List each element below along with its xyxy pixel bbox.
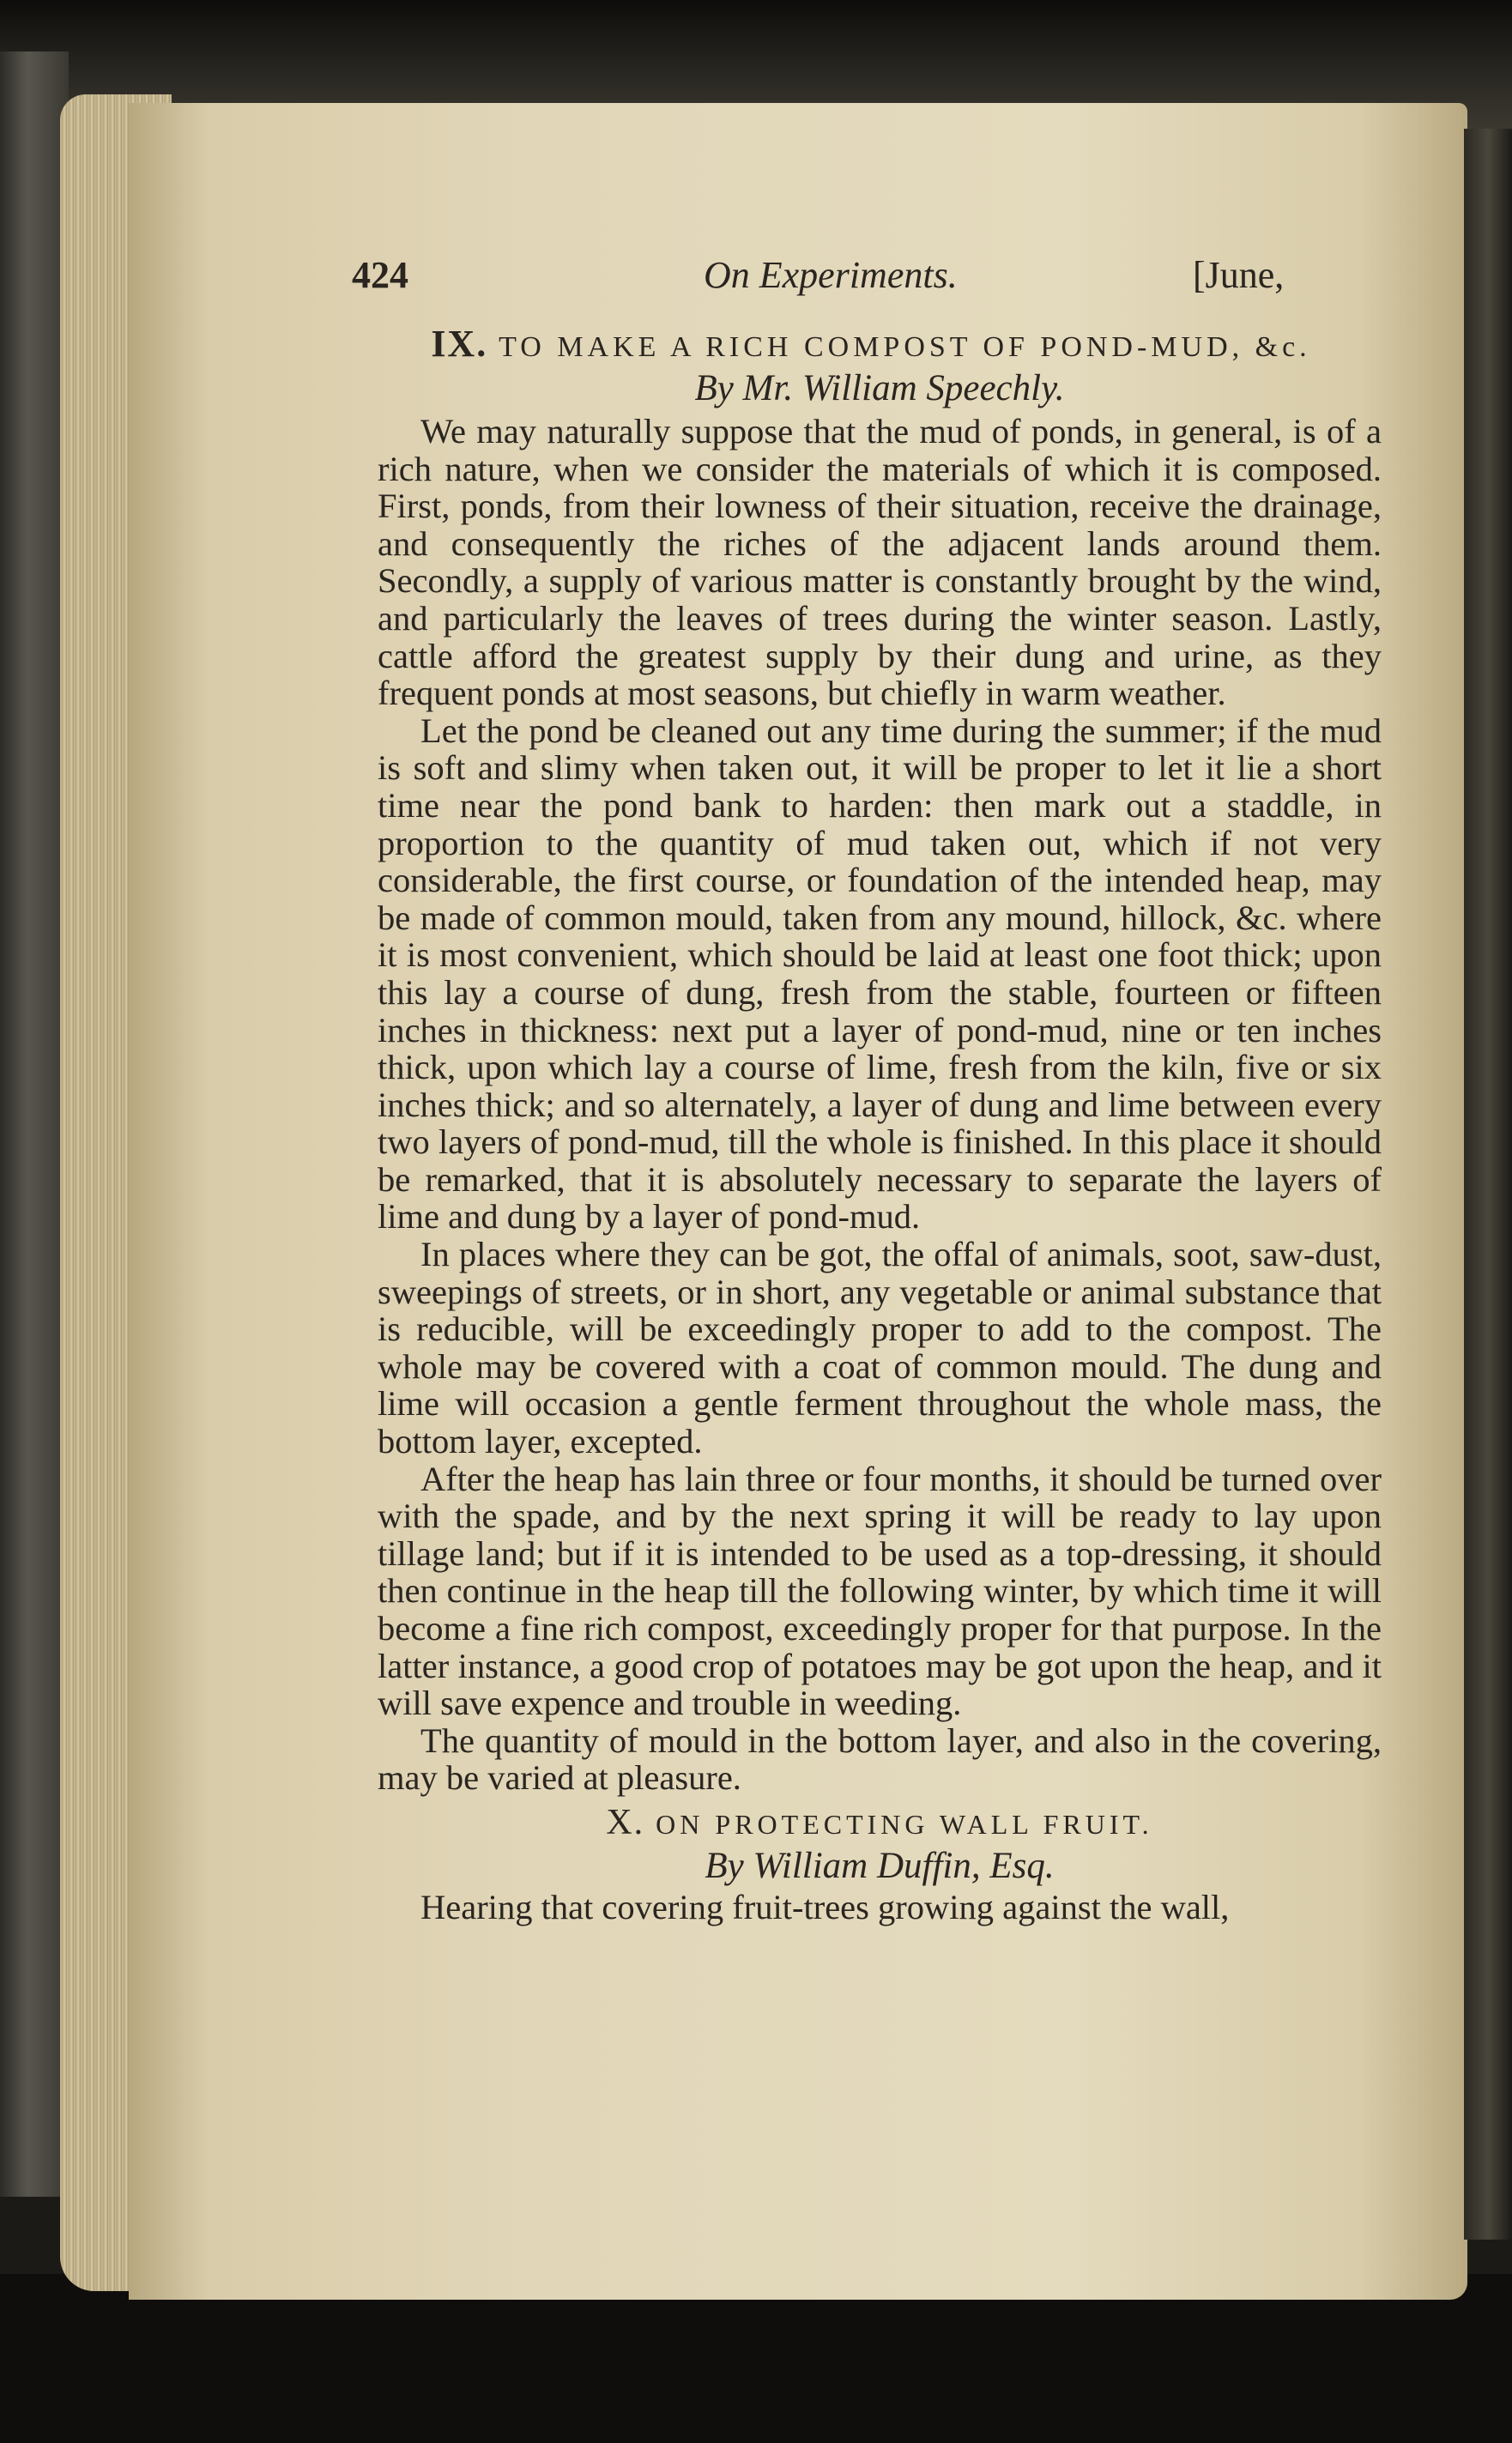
- paragraph: After the heap has lain three or four months, it should be turned over with the spade, and by the next spring it will be ready to lay upon tillage land; but if it is intended to be used as a top-dressing, it should then continue in the heap till the following winter, by which time it will become a fine rich compost, exceedingly proper for that purpose. In the latter instance, a good crop of potatoes may be got upon the heap, and it will save expence and trouble in weeding.: [378, 1459, 1382, 1723]
- paragraph: The quantity of mould in the bottom layer, and also in the covering, may be varied at pleasure.: [378, 1720, 1382, 1798]
- book-cover-left: [0, 51, 69, 2197]
- paragraph: We may naturally suppose that the mud of ponds, in general, is of a rich nature, when we consider the materials of which it is composed. First, ponds, from their lowness of their situation, receive the drainage, and consequently the riches of the adjacent lands around them. Secondly, a supply of various matter is constantly brought by the wind, and particularly the leaves of trees during the winter season. Lastly, cattle afford the greatest supply by their dung and urine, as they frequent ponds at most seasons, but chiefly in warm weather.: [378, 412, 1382, 713]
- running-header: [352, 245, 1382, 313]
- article-byline: By William Duffin, Esq.: [705, 1845, 1055, 1886]
- page-number: 424: [352, 254, 408, 296]
- paragraph: In places where they can be got, the offal of animals, soot, saw-dust, sweepings of streets, or in short, any vegetable or animal substance that is reducible, will be exceedingly proper to add to the compost. The whole may be covered with a coat of common mould. The dung and lime will occasion a gentle ferment throughout the whole mass, the bottom layer, excepted.: [378, 1235, 1382, 1461]
- article-number: X.: [606, 1802, 645, 1842]
- article-number: IX.: [431, 323, 488, 365]
- article-title-text: ON PROTECTING WALL FRUIT.: [656, 1808, 1153, 1840]
- page-content: [352, 245, 1382, 1926]
- book-cover-right: [1464, 129, 1512, 2240]
- article-title-text: TO MAKE A RICH COMPOST OF POND-MUD, &c.: [499, 331, 1311, 363]
- header-date: [June,: [1193, 254, 1285, 296]
- article-title: [360, 322, 1382, 366]
- paragraph: Let the pond be cleaned out any time during the summer; if the mud is soft and slimy when taken out, it will be proper to let it lie a short time near the pond bank to harden: then mark out a staddle, in proportion to the quantity of mud taken out, which if not very considerable, the first course, or foundation of the intended heap, may be made of common mould, taken from any mound, hillock, &c. where it is most convenient, which should be laid at least one foot thick; upon this lay a course of dung, fresh from the stable, fourteen or fifteen inches in thickness: next put a layer of pond-mud, nine or ten inches thick, upon which lay a course of lime, fresh from the kiln, five or six inches thick; and so alternately, a layer of dung and lime between every two layers of pond-mud, till the whole is finished. In this place it should be remarked, that it is absolutely necessary to separate the layers of lime and dung by a layer of pond-mud.: [378, 711, 1382, 1237]
- article-title: [378, 1802, 1382, 1843]
- paragraph: Hearing that covering fruit-trees growing against the wall,: [420, 1887, 1230, 1926]
- article-byline: By Mr. William Speechly.: [694, 368, 1065, 408]
- running-title: On Experiments.: [704, 254, 958, 296]
